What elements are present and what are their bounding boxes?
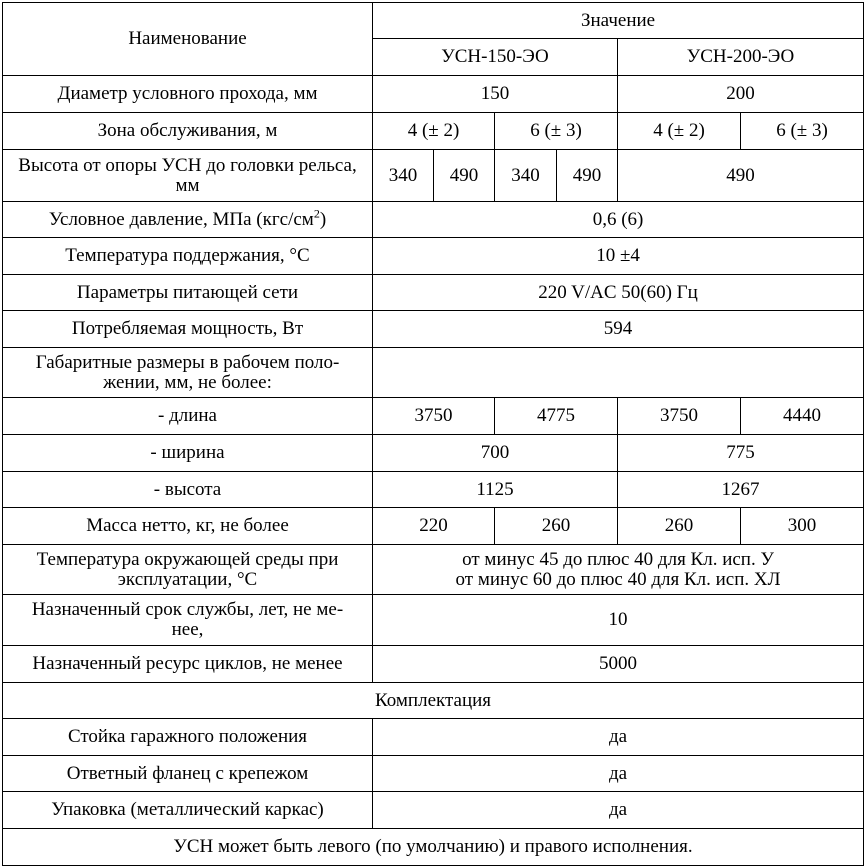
power-use-label: Потребляемая мощность, Вт <box>3 311 373 348</box>
table-row <box>3 113 864 150</box>
table-row <box>3 595 864 646</box>
service-life-label-line2: нее, <box>171 619 204 640</box>
table-row <box>3 76 864 113</box>
table-row <box>3 238 864 275</box>
width-150: 700 <box>373 435 618 472</box>
dimensions-empty <box>373 348 864 398</box>
table-row <box>3 435 864 472</box>
zone-label: Зона обслуживания, м <box>3 113 373 150</box>
table-row <box>3 792 864 829</box>
rail-height-value: 490 <box>434 150 495 202</box>
env-temp-value-line1: от минус 45 до плюс 40 для Кл. исп. У <box>462 548 774 570</box>
diameter-200: 200 <box>618 76 864 113</box>
kit-item-label: Стойка гаражного положения <box>3 719 373 756</box>
table-row <box>3 275 864 311</box>
dimensions-label-line2: жении, мм, не более: <box>103 371 272 393</box>
table-row <box>3 646 864 683</box>
kit-title: Комплектация <box>3 683 864 719</box>
table-row <box>3 472 864 508</box>
table-row <box>3 508 864 545</box>
power-net-label: Параметры питающей сети <box>3 275 373 311</box>
model-200-header: УСН-200-ЭО <box>618 39 864 76</box>
spec-table <box>2 2 864 866</box>
service-life-value: 10 <box>373 595 864 646</box>
env-temp-label-line1: Температура окружающей среды при <box>36 548 339 570</box>
length-value: 4440 <box>741 398 864 435</box>
length-value: 3750 <box>373 398 495 435</box>
cycles-label: Назначенный ресурс циклов, не менее <box>3 646 373 683</box>
cycles-value: 5000 <box>373 646 864 683</box>
table-row <box>3 150 864 202</box>
env-temp-label <box>3 545 373 595</box>
rail-height-label: Высота от опоры УСН до головки рельса, мм <box>3 150 373 202</box>
table-row <box>3 398 864 435</box>
rail-height-value: 490 <box>557 150 618 202</box>
kit-item-label: Ответный фланец с крепежом <box>3 756 373 792</box>
table-row <box>3 311 864 348</box>
dimensions-label <box>3 348 373 398</box>
name-column-header: Наименование <box>3 3 373 76</box>
pressure-label-end: ) <box>319 208 327 230</box>
value-column-header: Значение <box>373 3 864 39</box>
length-label: - длина <box>3 398 373 435</box>
env-temp-label-line2: эксплуатации, °С <box>117 568 258 590</box>
temp-hold-value: 10 ±4 <box>373 238 864 275</box>
height-200: 1267 <box>618 472 864 508</box>
dimensions-label-line1: Габаритные размеры в рабочем поло- <box>35 351 340 373</box>
execution-note: УСН может быть левого (по умолчанию) и правого исполнения. <box>3 829 864 866</box>
temp-hold-label: Температура поддержания, °С <box>3 238 373 275</box>
length-value: 4775 <box>495 398 618 435</box>
table-row <box>3 545 864 595</box>
width-label: - ширина <box>3 435 373 472</box>
header-row <box>3 3 864 39</box>
mass-value: 260 <box>495 508 618 545</box>
zone-value: 4 (± 2) <box>618 113 741 150</box>
table-row <box>3 756 864 792</box>
pressure-label-text: Условное давление, МПа (кгс/см <box>48 208 314 230</box>
zone-value: 6 (± 3) <box>741 113 864 150</box>
diameter-150: 150 <box>373 76 618 113</box>
power-net-value: 220 V/AC 50(60) Гц <box>373 275 864 311</box>
rail-height-value: 340 <box>373 150 434 202</box>
length-value: 3750 <box>618 398 741 435</box>
service-life-label <box>3 595 373 646</box>
table-row <box>3 202 864 238</box>
env-temp-value-line2: от минус 60 до плюс 40 для Кл. исп. ХЛ <box>455 568 781 590</box>
zone-value: 6 (± 3) <box>495 113 618 150</box>
zone-value: 4 (± 2) <box>373 113 495 150</box>
note-row <box>3 829 864 866</box>
kit-item-label: Упаковка (металлический каркас) <box>3 792 373 829</box>
rail-height-value: 340 <box>495 150 557 202</box>
service-life-label-line1: Назначенный срок службы, лет, не ме- <box>31 599 344 620</box>
mass-value: 300 <box>741 508 864 545</box>
kit-title-row <box>3 683 864 719</box>
kit-item-value: да <box>373 792 864 829</box>
height-150: 1125 <box>373 472 618 508</box>
height-label: - высота <box>3 472 373 508</box>
power-use-value: 594 <box>373 311 864 348</box>
diameter-label: Диаметр условного прохода, мм <box>3 76 373 113</box>
kit-item-value: да <box>373 719 864 756</box>
table-row <box>3 348 864 398</box>
env-temp-value <box>373 545 864 595</box>
pressure-label-sup: 2 <box>313 206 320 221</box>
mass-value: 260 <box>618 508 741 545</box>
pressure-label <box>3 202 373 238</box>
mass-label: Масса нетто, кг, не более <box>3 508 373 545</box>
rail-height-200: 490 <box>618 150 864 202</box>
width-200: 775 <box>618 435 864 472</box>
mass-value: 220 <box>373 508 495 545</box>
kit-item-value: да <box>373 756 864 792</box>
model-150-header: УСН-150-ЭО <box>373 39 618 76</box>
table-row <box>3 719 864 756</box>
pressure-value: 0,6 (6) <box>373 202 864 238</box>
